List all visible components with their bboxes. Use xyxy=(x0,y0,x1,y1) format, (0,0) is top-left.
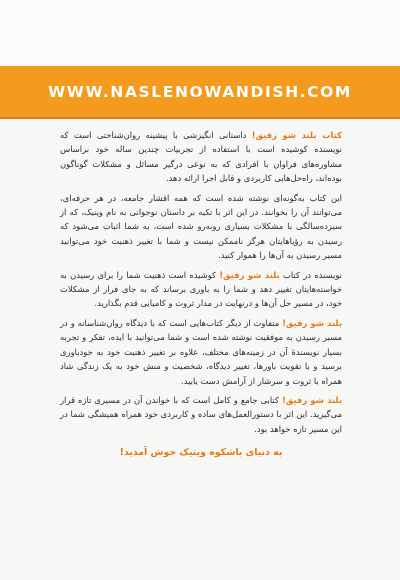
paragraph-text: داستانی انگیزشی با پیشینه روان‌شناختی است که نویسنده کوشیده است با استفاده از تجربیات چندین ساله خود براساس مشاوره‌های فراوان با افرادی که به نوعی درگیر مسائل و مشکلات گوناگون بوده‌اند، راه‌حل‌هایی کاربردی و قابل اجرا ارائه دهد. xyxy=(60,130,342,184)
book-title-highlight: کتاب بلند شو رفیق! xyxy=(251,130,342,140)
paragraph-text: این کتاب به‌گونه‌ای نوشته شده است که همه اقشار جامعه، در هر حرفه‌ای، می‌توانند آن را بخوانند. در این اثر با تکیه بر داستان نوجوانی به نام وینیک، که از سیزده‌سالگی با مشکلات بسیاری روبه‌رو شده است، به شما اثبات می‌شود که رسیدن به رؤیاهایتان هرگز ناممکن نیست و شما با تغییر ذهنیت خود می‌توانید مسیر رسیدن به آن‌ها را هموار کنید. xyxy=(60,192,342,261)
closing-welcome: به دنیای باشکوه وینیک خوش آمدید! xyxy=(119,447,283,459)
book-title-highlight: بلند شو رفیق! xyxy=(219,269,280,280)
paragraph-text-before: نویسنده در کتاب xyxy=(279,269,343,280)
paragraph-author-goal xyxy=(60,268,342,311)
book-title-highlight: بلند شو رفیق! xyxy=(282,317,342,328)
paragraph-difference xyxy=(60,316,342,388)
website-url[interactable]: WWW.NASLENOWANDISH.COM xyxy=(48,83,352,101)
website-banner xyxy=(0,66,400,118)
paragraph-text: کوشیده است ذهنیت شما را برای رسیدن به خواسته‌هایتان تغییر دهد و شما را به باوری برساند که به جای فرار از مشکلات خود، در مسیر حل آن‌ها و درنهایت در مدار ثروت و کامیابی قدم بگذارید. xyxy=(60,269,342,309)
paragraph-text: کتابی جامع و کامل است که با خواندن آن در مسیری تازه قرار می‌گیرید. این اثر با دستورالعمل‌های ساده و کاربردی خود همراه همیشگی شما در این مسیر تازه خواهد بود. xyxy=(60,394,342,434)
back-cover-text xyxy=(60,128,342,461)
book-title-highlight: بلند شو رفیق! xyxy=(281,394,342,405)
banner-divider xyxy=(0,117,400,119)
paragraph-audience xyxy=(60,191,342,263)
top-margin xyxy=(0,0,400,66)
paragraph-intro xyxy=(60,128,342,186)
paragraph-text: متفاوت از دیگر کتاب‌هایی است که با دیدگاه روان‌شناسانه و در مسیر رسیدن به موفقیت نوشته شده است و شما می‌توانید با ایده، تفکر و تجربه بسیار نویسندهٔ آن در زمینه‌های مختلف، علاوه بر تغییر ذهنیت خود به خودباوری برسید و با تقویت باورها، تغییر دیدگاه، شخصیت و منش خود به یک زندگی شاد همراه با ثروت و سرشار از آرامش دست یابید. xyxy=(60,317,342,386)
paragraph-summary xyxy=(60,393,342,436)
